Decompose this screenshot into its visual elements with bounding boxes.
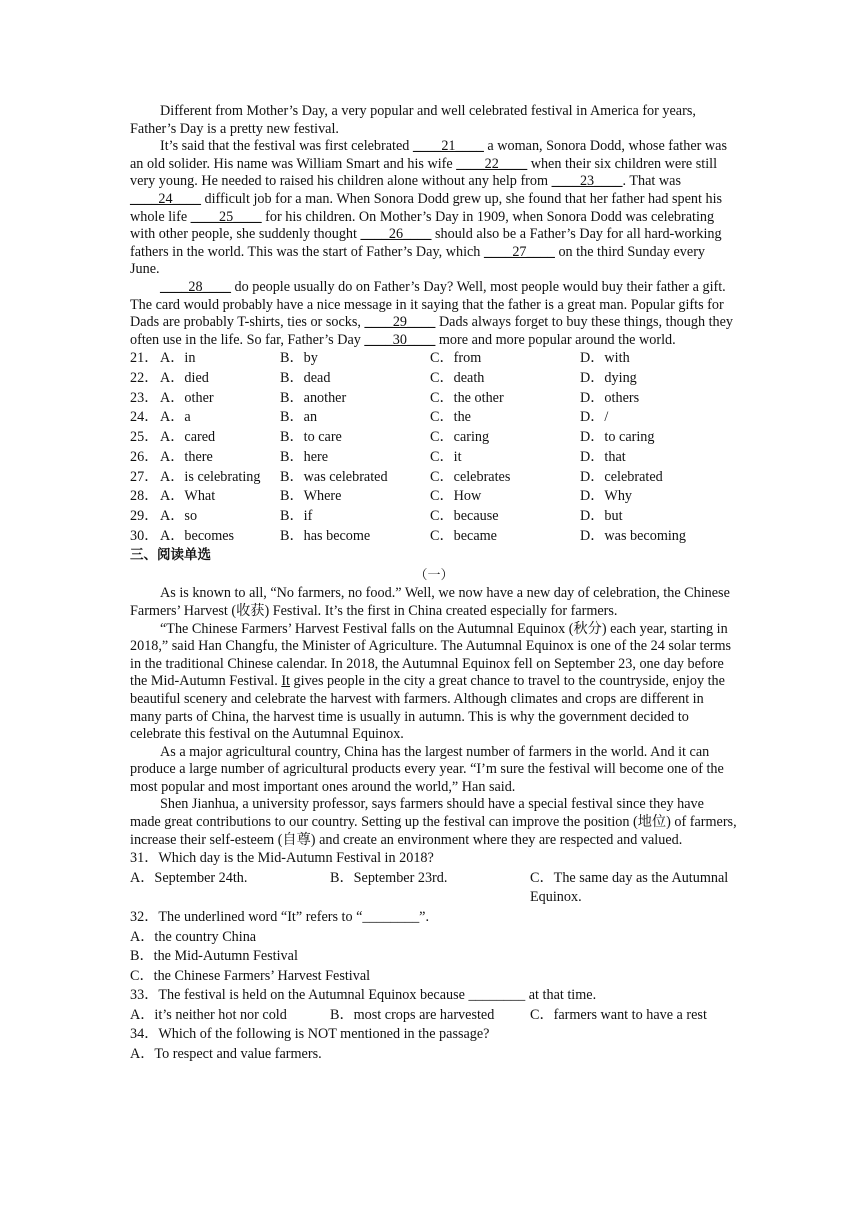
cloze-option-row — [130, 507, 738, 527]
option-b[interactable]: B．September 23rd. — [330, 869, 448, 886]
reading-paragraph-4: Shen Jianhua, a university professor, says farmers should have a special festival since they have made great contributions to our country. Setting up the festival can improve the position (地位) of farmers, increase their self-esteem (自尊) and create an environment where they are respected and valued. — [130, 796, 737, 848]
option-c[interactable]: C．the other — [430, 389, 504, 406]
option-a[interactable]: A．in — [160, 350, 196, 367]
reading-text: “The Chinese Farmers’ Harvest Festival falls on the Autumnal Equinox (秋分) each year, starting in 2018,” said Han Changfu, the Minister of Agriculture. The Autumnal Equinox is one of the 24 solar terms in the traditional Chinese calendar. In 2018, the Autumnal Equinox fell on September 23, one day before the Mid-Autumn Festival. — [130, 620, 732, 690]
underlined-word-it: It — [281, 673, 290, 690]
option-c[interactable]: C．the — [430, 409, 471, 426]
cloze-option-row — [130, 487, 738, 507]
reading-paragraph-3: As a major agricultural country, China has the largest number of farmers in the world. And it can produce a large number of agricultural products every year. “I’m sure the festival will become one of the most popular and most important ones around the world,” Han said. — [130, 743, 724, 795]
option-b[interactable]: B．was celebrated — [280, 468, 388, 485]
cloze-option-row — [130, 349, 738, 369]
passage-text: for his children. On Mother’s Day in 1909, when Sonora Dodd was celebrating with other people, she suddenly thought — [130, 208, 715, 243]
option-a[interactable]: A．a — [160, 409, 191, 426]
option-d[interactable]: D．celebrated — [580, 468, 663, 485]
option-c[interactable]: C．caring — [430, 429, 490, 446]
option-c[interactable]: C．The same day as the Autumnal Equinox. — [530, 869, 729, 906]
option-d[interactable]: D．others — [580, 389, 640, 406]
option-d[interactable]: D．Why — [580, 488, 633, 505]
blank-21: ____21____ — [412, 138, 484, 155]
question-33-options — [130, 1006, 738, 1026]
passage-text: on the third Sunday every June. — [130, 243, 706, 278]
passage-text: It’s said that the festival was first celebrated — [160, 138, 413, 155]
cloze-option-row — [130, 389, 738, 409]
option-a[interactable]: A．cared — [160, 429, 216, 446]
option-d[interactable]: D．but — [580, 507, 623, 524]
passage-paragraph-2 — [130, 138, 738, 279]
option-c[interactable]: C．from — [430, 350, 482, 367]
cloze-option-row — [130, 527, 738, 547]
option-b[interactable]: B．if — [280, 507, 313, 524]
option-b[interactable]: B．most crops are harvested — [330, 1006, 495, 1023]
question-number: 24． — [130, 409, 159, 426]
blank-27: ____27____ — [483, 243, 555, 260]
option-a[interactable]: A．September 24th. — [130, 869, 248, 886]
blank-30: ____30____ — [364, 331, 436, 348]
blank-23: ____23____ — [551, 173, 623, 190]
option-a[interactable]: A．other — [160, 389, 214, 406]
passage-text: a woman, Sonora Dodd, whose father was an old solider. His name was William Smart and his wife — [130, 138, 727, 172]
option-b[interactable]: B．to care — [280, 429, 342, 446]
question-number: 28． — [130, 488, 159, 505]
question-number: 26． — [130, 448, 159, 465]
option-c[interactable]: C．death — [430, 370, 485, 387]
blank-25: ____25____ — [190, 208, 262, 225]
reading-paragraph-2 — [130, 621, 738, 744]
question-32: 32．The underlined word “It” refers to “________”. — [130, 908, 430, 925]
question-number: 23． — [130, 389, 159, 406]
option-c[interactable]: C．celebrates — [430, 468, 511, 485]
question-33: 33．The festival is held on the Autumnal Equinox because ________ at that time. — [130, 987, 597, 1004]
passage-text: . That was — [622, 173, 681, 190]
blank-29: ____29____ — [364, 314, 436, 331]
option-d[interactable]: D．to caring — [580, 429, 655, 446]
option-a[interactable]: A．is celebrating — [160, 468, 261, 485]
passage-text: when their six children were still very young. He needed to raised his children alone without any help from — [130, 155, 718, 190]
option-d[interactable]: D．was becoming — [580, 527, 686, 544]
question-number: 21． — [130, 350, 159, 367]
option-a[interactable]: A．What — [160, 488, 216, 505]
subsection-heading: （一） — [414, 567, 454, 583]
section-heading: 三、阅读单选 — [130, 547, 211, 564]
question-number: 27． — [130, 468, 159, 485]
question-31: 31．Which day is the Mid-Autumn Festival in 2018? — [130, 850, 434, 867]
question-number: 29． — [130, 507, 159, 524]
option-b[interactable]: B．Where — [280, 488, 342, 505]
option-c[interactable]: C．became — [430, 527, 497, 544]
option-c[interactable]: C．it — [430, 448, 462, 465]
option-b[interactable]: B．by — [280, 350, 318, 367]
blank-28: ____28____ — [160, 278, 231, 295]
question-number: 22． — [130, 370, 159, 387]
option-b[interactable]: B．another — [280, 389, 347, 406]
option-d[interactable]: D．that — [580, 448, 626, 465]
option-c[interactable]: C．farmers want to have a rest — [530, 1006, 707, 1023]
cloze-option-row — [130, 408, 738, 428]
cloze-option-row — [130, 468, 738, 488]
reading-paragraph-1: As is known to all, “No farmers, no food.” Well, we now have a new day of celebration, the Chinese Farmers’ Harvest (收获) Festival. It’s the first in China created especially for farmers. — [130, 585, 730, 619]
reading-text: gives people in the city a great chance to travel to the countryside, enjoy the beautiful scenery and celebrate the harvest with farmers. Although climates and crops are different in many parts of China, the harvest time is usually in autumn. This is why the government decided to celebrate this festival on the Autumnal Equinox. — [130, 673, 725, 743]
option-a[interactable]: A．died — [160, 370, 209, 387]
option-a[interactable]: A．the country China — [130, 928, 257, 945]
option-d[interactable]: D．/ — [580, 409, 609, 426]
option-b[interactable]: B．has become — [280, 527, 371, 544]
option-b[interactable]: B．an — [280, 409, 318, 426]
option-c[interactable]: C．How — [430, 488, 482, 505]
question-number: 30． — [130, 527, 159, 544]
blank-22: ____22____ — [456, 155, 528, 172]
question-31-options — [130, 869, 738, 908]
option-a[interactable]: A．there — [160, 448, 213, 465]
blank-24: ____24____ — [130, 190, 201, 207]
option-a[interactable]: A．it’s neither hot nor cold — [130, 1006, 287, 1023]
option-c[interactable]: C．because — [430, 507, 499, 524]
option-a[interactable]: A．so — [160, 507, 198, 524]
option-d[interactable]: D．with — [580, 350, 630, 367]
option-b[interactable]: B．the Mid-Autumn Festival — [130, 948, 298, 965]
option-b[interactable]: B．dead — [280, 370, 331, 387]
passage-paragraph-3 — [130, 279, 738, 349]
cloze-option-row — [130, 448, 738, 468]
passage-text: Dads always forget to buy these things, though they often use in the life. So far, Father’s Day — [130, 314, 734, 348]
passage-text: more and more popular around the world. — [435, 331, 676, 348]
cloze-options-list — [130, 349, 738, 546]
document-content — [130, 103, 738, 1065]
option-c[interactable]: C．the Chinese Farmers’ Harvest Festival — [130, 967, 371, 984]
option-a[interactable]: A．To respect and value farmers. — [130, 1046, 322, 1063]
blank-26: ____26____ — [360, 226, 432, 243]
cloze-option-row — [130, 428, 738, 448]
question-number: 25． — [130, 429, 159, 446]
passage-text: do people usually do on Father’s Day? Well, most people would buy their father a gift. The card would probably have a nice message in it saying that the father is a great man. Popular gifts for Dads are probably T-shirts, ties or socks, — [130, 278, 726, 331]
option-a[interactable]: A．becomes — [160, 527, 235, 544]
passage-paragraph-1: Different from Mother’s Day, a very popular and well celebrated festival in America for years, Father’s Day is a pretty new festival. — [130, 103, 696, 137]
passage-text: should also be a Father’s Day for all hard-working fathers in the world. This was the start of Father’s Day, which — [130, 226, 722, 260]
question-34: 34．Which of the following is NOT mentioned in the passage? — [130, 1026, 490, 1043]
passage-text: difficult job for a man. When Sonora Dodd grew up, she found that her father had spent his whole life — [130, 190, 723, 225]
cloze-option-row — [130, 369, 738, 389]
option-d[interactable]: D．dying — [580, 370, 637, 387]
option-b[interactable]: B．here — [280, 448, 329, 465]
